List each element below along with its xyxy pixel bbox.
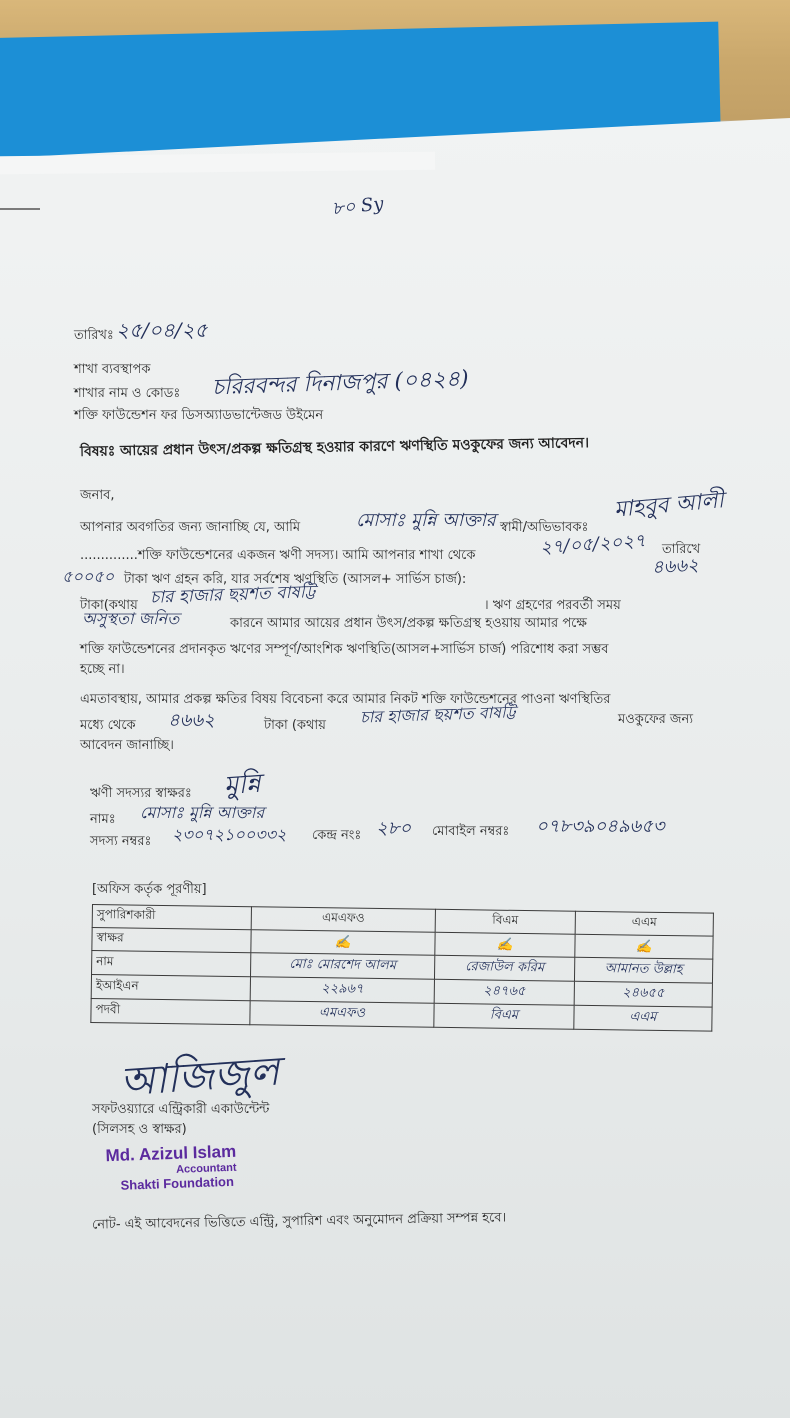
loan-amount-hw: ৫০০৫০ (62, 567, 114, 586)
balance-words-hw: চার হাজার ছয়শত বাষট্টি (149, 582, 316, 608)
waive-amount-hw: ৪৬৬২ (168, 710, 215, 731)
para1-text: আপনার অবগতির জন্য জানাচ্ছি যে, আমি (80, 520, 301, 535)
member-name-hw: মোসাঃ মুন্নি আক্তার (356, 510, 496, 531)
salutation: জনাব, (80, 488, 115, 503)
para1-line1 (80, 518, 300, 539)
am-designation: এএম (574, 1005, 712, 1031)
foundation-name: শক্তি ফাউন্ডেশন ফর ডিসঅ্যাডভান্টেজড উইমেন (74, 408, 324, 423)
member-no-value: ২৩০৭২১০০৩৩২ (172, 825, 287, 844)
bm-name: রেজাউল করিম (434, 955, 574, 981)
para2-line2c: মওকুফের জন্য (618, 712, 694, 727)
para1-line6: শক্তি ফাউন্ডেশনের প্রদানকৃত ঋণের সম্পূর্ণ/আংশিক ঋণস্থিতি(আসল+সার্ভিস চার্জ) পরিশোধ করা সম্ভব (80, 642, 609, 657)
stamp-title: Accountant (175, 1161, 237, 1176)
date-value: ২৫/০৪/২৫ (116, 318, 208, 342)
branch-value: চরিরবন্দর দিনাজপুর (০৪২৪) (211, 366, 470, 401)
para2-line2b: টাকা (কথায় (264, 718, 326, 733)
bm-ein: ২৪৭৬৫ (434, 979, 574, 1005)
para1-line4a: টাকা(কথায় (80, 598, 138, 613)
row-signature-label: স্বাক্ষর (92, 928, 251, 953)
paper-mark (0, 208, 40, 210)
stamp-org: Shakti Foundation (120, 1173, 235, 1193)
para1-line7: হচ্ছে না। (80, 662, 125, 677)
date-label: তারিখঃ (74, 328, 114, 343)
corner-note: ৮০ Sy (330, 193, 385, 220)
member-name-label: নামঃ (90, 812, 116, 827)
am-name: আমানত উল্লাহ (574, 957, 712, 983)
para2-line3: আবেদন জানাচ্ছি। (80, 738, 174, 753)
balance-hw: ৪৬৬২ (651, 554, 700, 579)
col-bm: বিএম (435, 909, 575, 934)
mobile-label: মোবাইল নম্বরঃ (432, 824, 510, 839)
row-name-label: নাম (92, 951, 251, 977)
accountant-title: সফটওয়্যারে এন্ট্রিকারী একাউন্টেন্ট (92, 1102, 270, 1117)
recommendation-table (90, 904, 714, 1032)
mfo-ein: ২২৯৬৭ (250, 977, 434, 1004)
mfo-name: মোঃ মোরশেদ আলম (251, 953, 435, 980)
para2-line2a: মধ্যে থেকে (80, 718, 136, 733)
reason-hw: অসুস্থতা জনিত (82, 609, 180, 628)
accountant-signature: আজিজুল (118, 1048, 281, 1106)
para2-line1: এমতাবস্থায়, আমার প্রকল্প ক্ষতির বিষয় বিবেচনা করে আমার নিকট শক্তি ফাউন্ডেশনের পাওনা ঋণস্থিতির (80, 692, 611, 707)
para1-line5: কারনে আমার আয়ের প্রধান উৎস/প্রকল্প ক্ষতিগ্রস্থ হওয়ায় আমার পক্ষে (230, 616, 587, 631)
accountant-stamp (105, 1142, 237, 1194)
para1-line2: ..............শক্তি ফাউন্ডেশনের একজন ঋণী সদস্য। আমি আপনার শাখা থেকে (80, 548, 476, 563)
row-designation-label: পদবী (91, 998, 250, 1024)
footer-note: নোট- এই আবেদনের ভিত্তিতে এন্ট্রি, সুপারিশ এবং অনুমোদন প্রক্রিয়া সম্পন্ন হবে। (91, 1210, 507, 1233)
center-label: কেন্দ্র নংঃ (312, 828, 362, 843)
accountant-seal-note: (সিলসহ ও স্বাক্ষর) (92, 1122, 187, 1137)
mfo-signature: ✍ (251, 930, 435, 956)
guardian-label: স্বামী/অভিভাবকঃ (500, 520, 589, 535)
center-value: ২৮০ (376, 818, 412, 839)
guardian-hw: মাহবুব আলী (613, 488, 725, 523)
am-signature: ✍ (575, 934, 713, 959)
bm-signature: ✍ (435, 932, 575, 957)
member-signature: মুন্নি (222, 768, 262, 802)
para1-line3: টাকা ঋণ গ্রহন করি, যার সর্বশেষ ঋণস্থিতি (আসল+ সার্ভিস চার্জ): (124, 572, 467, 587)
member-no-label: সদস্য নম্বরঃ (90, 834, 152, 849)
recipient-title: শাখা ব্যবস্থাপক (74, 362, 151, 377)
loan-date-hw: ২৭/০৫/২০২৭ (539, 530, 647, 559)
mobile-value: ০৭৮৩৯০৪৯৬৫৩ (536, 816, 665, 837)
row-ein-label: ইআইএন (91, 975, 250, 1001)
date-suffix: তারিখে (662, 542, 701, 557)
am-ein: ২৪৬৫৫ (574, 981, 712, 1007)
member-name-value: মোসাঃ মুন্নি আক্তার (140, 803, 265, 822)
stamp-name: Md. Azizul Islam (105, 1141, 237, 1166)
member-sig-label: ঋণী সদস্যর স্বাক্ষরঃ (90, 786, 192, 801)
branch-label: শাখার নাম ও কোডঃ (74, 386, 181, 401)
col-mfo: এমএফও (251, 907, 435, 933)
mfo-designation: এমএফও (250, 1001, 434, 1028)
col-am: এএম (575, 911, 713, 936)
col-recommender: সুপারিশকারী (92, 905, 251, 930)
subject-line: বিষয়ঃ আয়ের প্রধান উৎস/প্রকল্প ক্ষতিগ্রস্থ হওয়ার কারণে ঋণস্থিতি মওকুফের জন্য আবেদন। (79, 435, 590, 460)
bm-designation: বিএম (434, 1003, 574, 1029)
office-section-label: [অফিস কর্তৃক পূরণীয়] (92, 882, 207, 897)
para1-line4b: । ঋণ গ্রহণের পরবর্তী সময় (484, 598, 621, 613)
waive-words-hw: চার হাজার ছয়শত বাষট্টি (359, 702, 517, 727)
